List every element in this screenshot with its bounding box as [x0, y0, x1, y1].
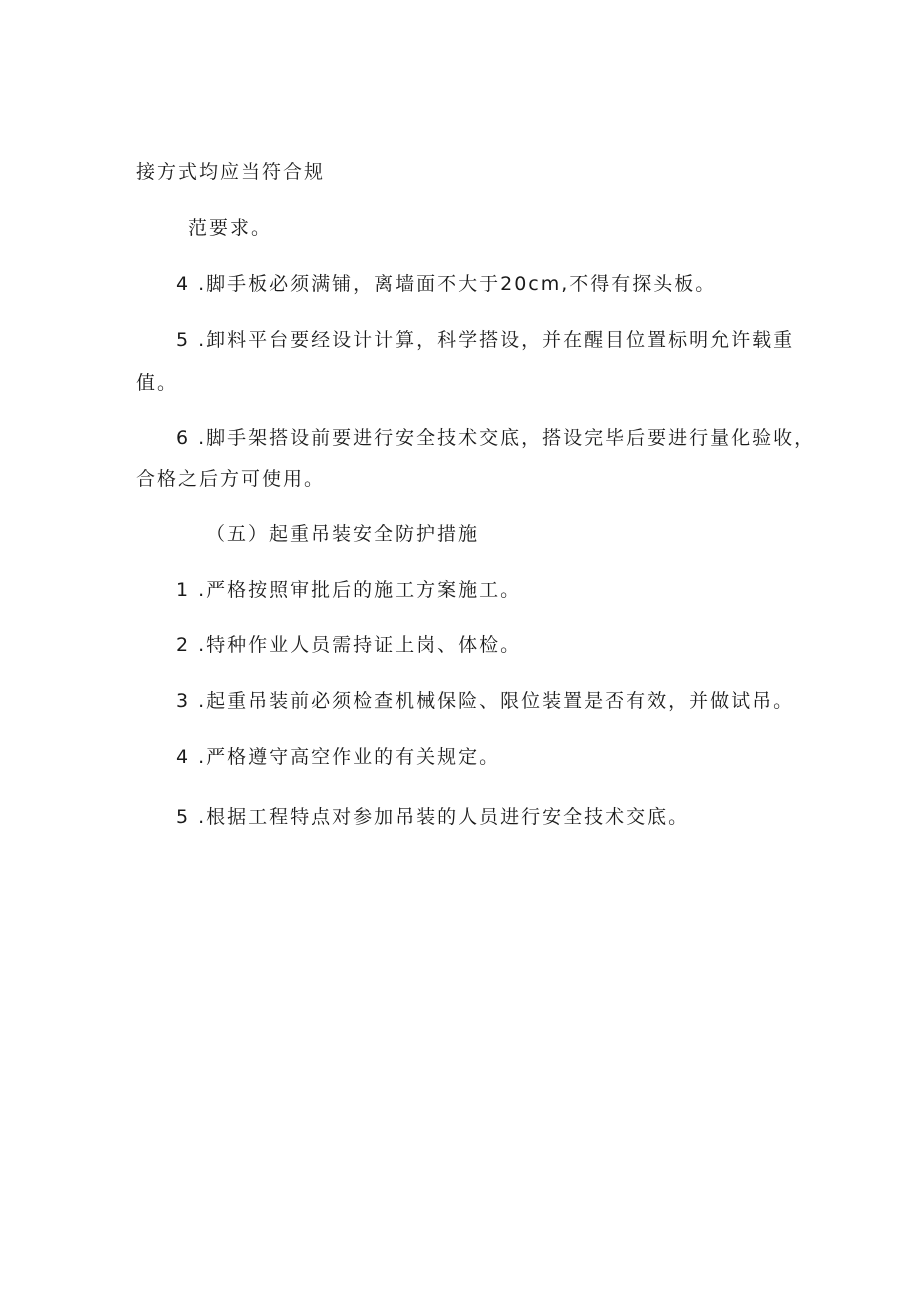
- item-number: 5: [176, 329, 191, 351]
- item-text: .严格按照审批后的施工方案施工。: [198, 579, 522, 601]
- paragraph-line: [188, 216, 272, 240]
- item-number: 1: [176, 579, 191, 601]
- list-item: [176, 578, 521, 602]
- section-heading: [206, 522, 479, 546]
- line-text: 值。: [136, 372, 179, 394]
- heading-text: （五）起重吊装安全防护措施: [206, 523, 480, 545]
- item-text: .严格遵守高空作业的有关规定。: [198, 746, 501, 768]
- item-number: 2: [176, 634, 191, 656]
- list-item: [176, 272, 716, 296]
- list-item: [176, 689, 794, 713]
- list-item: [176, 805, 689, 829]
- item-text: .脚手架搭设前要进行安全技术交底，搭设完毕后要进行量化验收，: [198, 427, 816, 449]
- list-item: [176, 633, 521, 657]
- item-number: 6: [176, 427, 191, 449]
- line-text: 范要求。: [188, 217, 273, 239]
- item-number: 3: [176, 690, 191, 712]
- list-item: [176, 328, 794, 352]
- item-text: .卸料平台要经设计计算，科学搭设，并在醒目位置标明允许载重: [198, 329, 795, 351]
- item-number: 5: [176, 806, 191, 828]
- paragraph-line: [136, 467, 325, 491]
- item-text: .起重吊装前必须检查机械保险、限位装置是否有效，并做试吊。: [198, 690, 795, 712]
- paragraph-line: [136, 160, 325, 184]
- paragraph-line: [136, 371, 178, 395]
- list-item: [176, 745, 500, 769]
- line-text: 合格之后方可使用。: [136, 468, 326, 490]
- item-number: 4: [176, 746, 191, 768]
- item-text: .特种作业人员需持证上岗、体检。: [198, 634, 522, 656]
- line-text: 接方式均应当符合规: [136, 161, 326, 183]
- item-text: .脚手板必须满铺，离墙面不大于20cm,不得有探头板。: [198, 273, 717, 295]
- item-text: .根据工程特点对参加吊装的人员进行安全技术交底。: [198, 806, 690, 828]
- item-number: 4: [176, 273, 191, 295]
- list-item: [176, 426, 815, 450]
